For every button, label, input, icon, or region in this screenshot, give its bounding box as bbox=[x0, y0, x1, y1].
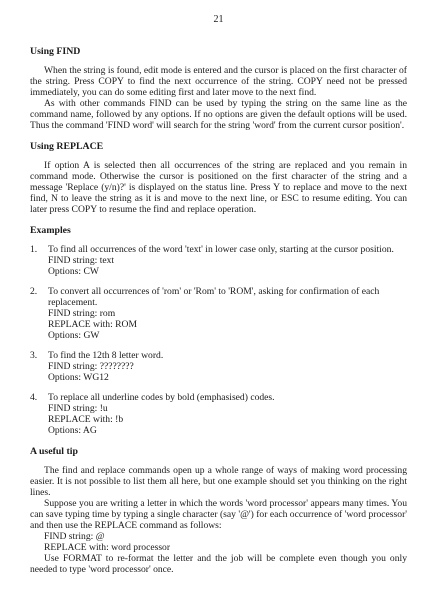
list-item bbox=[30, 350, 407, 383]
paragraph: As with other commands FIND can be used by typing the string on the same line as the command name, followed by any options. If no options are given the default options will be used. Thus the command 'FIND word' will search for the string 'word' from the current cursor position'. bbox=[30, 98, 407, 131]
paragraph: The find and replace commands open up a whole range of ways of making word processing easier. It is not possible to list them all here, but one example should set you thinking on the right lines. bbox=[30, 465, 407, 498]
section-examples bbox=[30, 225, 407, 436]
example-line: REPLACE with: !b bbox=[48, 414, 124, 425]
example-line: REPLACE with: ROM bbox=[48, 319, 138, 330]
example-line: FIND string: text bbox=[48, 255, 115, 266]
section-useful-tip bbox=[30, 446, 407, 575]
example-line: Options: CW bbox=[48, 266, 99, 277]
list-number: 4. bbox=[30, 392, 38, 403]
list-item bbox=[30, 244, 407, 277]
example-line: Options: WG12 bbox=[48, 372, 109, 383]
example-description: To replace all underline codes by bold (emphasised) codes. bbox=[48, 392, 275, 403]
paragraph: Use FORMAT to re-format the letter and the job will be complete even though you only needed to type 'word processor' once. bbox=[30, 553, 407, 575]
section-using-replace bbox=[30, 141, 407, 215]
code-line: FIND string: @ bbox=[44, 531, 105, 542]
example-description: To convert all occurrences of 'rom' or 'Rom' to 'ROM', asking for confirmation of each replacement. bbox=[48, 286, 380, 308]
example-description: To find the 12th 8 letter word. bbox=[48, 350, 164, 361]
list-item bbox=[30, 286, 407, 341]
heading-using-find: Using FIND bbox=[30, 46, 81, 57]
examples-list bbox=[30, 244, 407, 436]
code-line: REPLACE with: word processor bbox=[44, 542, 171, 553]
example-line: FIND string: !u bbox=[48, 403, 108, 414]
list-number: 3. bbox=[30, 350, 38, 361]
paragraph: Suppose you are writing a letter in which the words 'word processor' appears many times. You can save typing time by typing a single character (say '@') for each occurrence of 'word processor' and then use the REPLACE command as follows: bbox=[30, 498, 407, 531]
heading-useful-tip: A useful tip bbox=[30, 446, 78, 457]
example-description: To find all occurrences of the word 'text' in lower case only, starting at the cursor position. bbox=[48, 244, 394, 255]
list-number: 2. bbox=[30, 286, 38, 297]
example-line: Options: AG bbox=[48, 425, 97, 436]
paragraph: If option A is selected then all occurrences of the string are replaced and you remain in command mode. Otherwise the cursor is positioned on the first character of the string and a message 'Replace (y/n)?' is displayed on the status line. Press Y to replace and move to the next find, N to leave the string as it is and move to the next line, or ESC to resume editing. You can later press COPY to resume the find and replace operation. bbox=[30, 160, 407, 215]
list-number: 1. bbox=[30, 244, 38, 255]
heading-examples: Examples bbox=[30, 225, 71, 236]
page-number: 21 bbox=[213, 14, 224, 25]
list-item bbox=[30, 392, 407, 436]
section-using-find bbox=[30, 46, 407, 131]
paragraph: When the string is found, edit mode is entered and the cursor is placed on the first character of the string. Press COPY to find the next occurrence of the string. COPY need not be pressed immediately, you can do some editing first and later move to the next find. bbox=[30, 65, 407, 98]
example-line: Options: GW bbox=[48, 330, 100, 341]
heading-using-replace: Using REPLACE bbox=[30, 141, 104, 152]
example-line: FIND string: ???????? bbox=[48, 361, 134, 372]
example-line: FIND string: rom bbox=[48, 308, 116, 319]
